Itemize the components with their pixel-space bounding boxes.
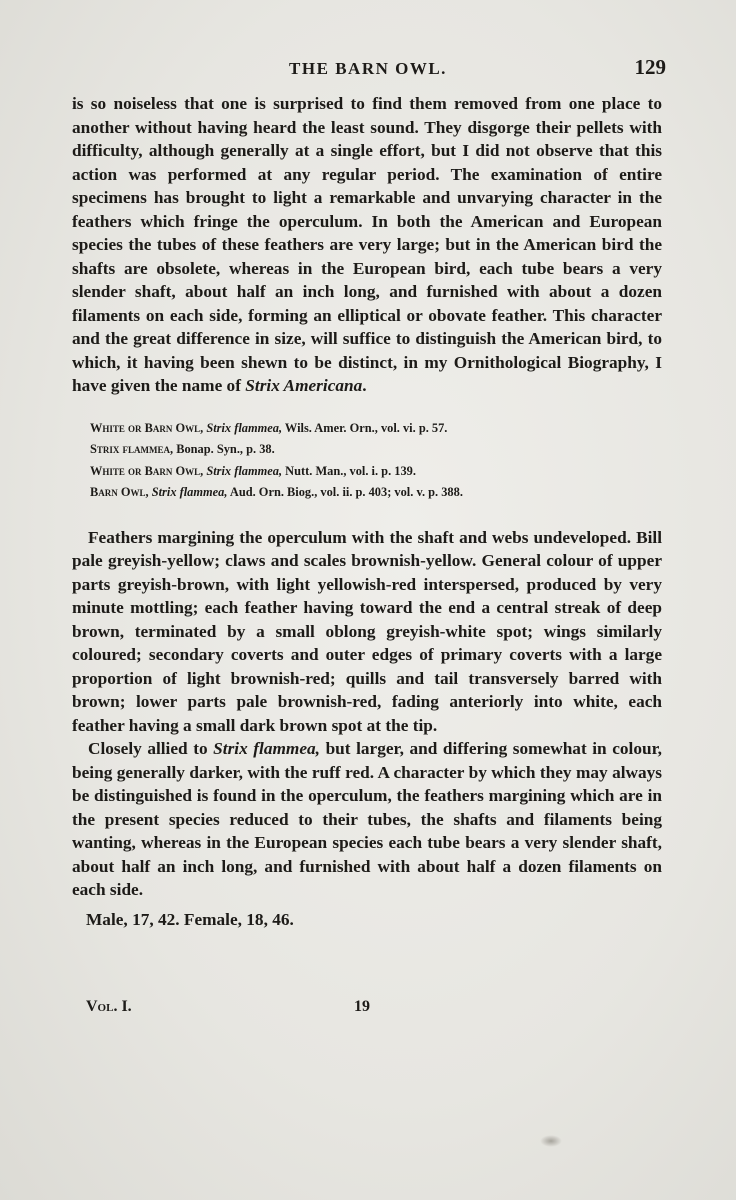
species-name: Strix Americana [245, 376, 363, 395]
synonymy-common-name: Strix flammea, [90, 442, 174, 456]
comparison-text: but larger, and differing somewhat in colour, being generally darker, with the ruff red. A character by which they may always be distinguished is found in the operculum, the feathers margining which are in the present species reduced to their tubes, the shafts and filaments being wanting, whereas in the European species each tube bears a very slender shaft, about half an inch long, and furnished with about half a dozen filaments on each side. [72, 739, 662, 899]
synonymy-latin-name: Strix flammea, [206, 463, 283, 478]
synonymy-entry [90, 418, 662, 440]
measurements: Male, 17, 42. Female, 18, 46. [86, 909, 294, 929]
synonymy-common-name: Barn Owl, [90, 485, 149, 499]
body-text [72, 92, 662, 931]
synonymy-citation: Bonap. Syn., p. 38. [176, 442, 275, 456]
page-number: 129 [634, 55, 666, 79]
synonymy-latin-name: Strix flammea, [151, 485, 228, 499]
paragraph-text: is so noiseless that one is surprised to find them removed from one place to another without having heard the least sound. They disgorge their pellets with difficulty, although generally at a single effort, but I did not observe that this action was performed at any regular period. The examination of entire specimens has brought to light a remarkable and unvarying character in the feathers which fringe the operculum. In both the American and European species the tubes of these feathers are very large; but in the American bird the shafts are obsolete, whereas in the European bird, each tube bears a very slender shaft, about half an inch long, and furnished with about a dozen filaments on each side, forming an elliptical or obovate feather. This character and the great difference in size, will suffice to distinguish the American bird, to which, it having been shewn to be distinct, in my Ornithological Biography, I have given the name of [72, 94, 662, 395]
comparison-start: Closely allied to [88, 739, 214, 758]
description-paragraph: Feathers margining the operculum with the shaft and webs undeveloped. Bill pale greyish-yellow; claws and scales brownish-yellow. General colour of upper parts greyish-brown, with light yellowish-red interspersed, produced by very minute mottling; each feather having toward the end a central streak of deep brown, terminated by a small oblong greyish-white spot; wings similarly coloured; secondary coverts and outer edges of primary coverts with a large proportion of light brownish-red; quills and tail transversely barred with brown; lower parts pale brownish-red, fading anteriorly into white, each feather having a small dark brown spot at the tip. [72, 527, 662, 735]
paragraph-end: . [362, 376, 367, 395]
page-footer [86, 998, 386, 1024]
synonymy-entry [90, 482, 662, 504]
comparison-paragraph [72, 737, 662, 902]
paragraph-behavior [72, 92, 662, 398]
synonymy-citation: Nutt. Man., vol. i. p. 139. [285, 463, 416, 478]
signature-mark: 19 [354, 998, 370, 1015]
page-header [70, 55, 666, 85]
synonymy-common-name: White or Barn Owl, [90, 420, 204, 435]
running-head: THE BARN OWL. [289, 59, 447, 78]
ink-smudge [540, 1135, 562, 1147]
synonymy-entry [90, 439, 662, 461]
synonymy-list [90, 418, 662, 504]
synonymy-citation: Wils. Amer. Orn., vol. vi. p. 57. [284, 420, 448, 435]
synonymy-latin-name: Strix flammea, [206, 420, 283, 435]
synonymy-entry [90, 461, 662, 483]
comparison-species: Strix flammea, [213, 739, 321, 758]
volume-label: Vol. I. [86, 998, 132, 1015]
synonymy-citation: Aud. Orn. Biog., vol. ii. p. 403; vol. v. p. 388. [229, 485, 463, 499]
synonymy-common-name: White or Barn Owl, [90, 463, 204, 478]
